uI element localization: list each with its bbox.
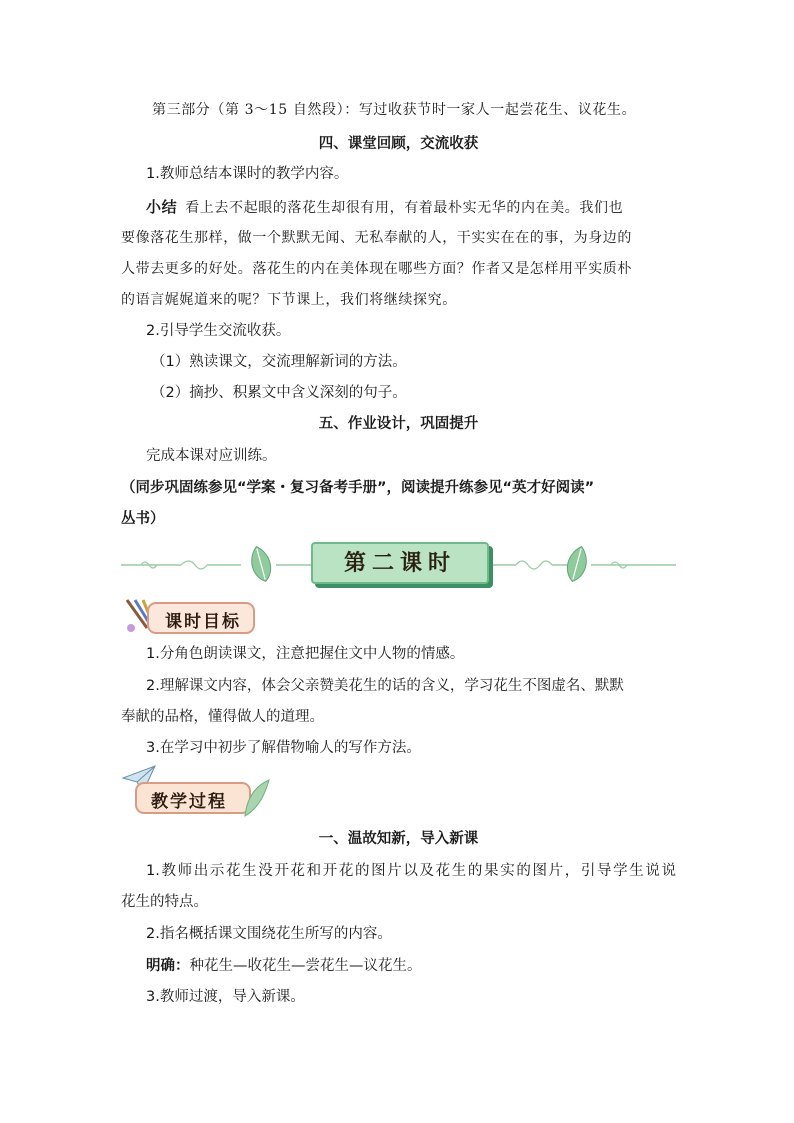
- goals-tag: [121, 598, 261, 638]
- s4-item2-1: （1）熟读课文，交流理解新词的方法。: [151, 354, 407, 370]
- goal-1: 1.分角色朗读课文，注意把握住文中人物的情感。: [146, 646, 465, 662]
- section1-heading: 一、温故知新，导入新课: [318, 831, 479, 847]
- section4-heading: 四、课堂回顾，交流收获: [318, 136, 479, 152]
- p3: 3.教师过渡，导入新课。: [146, 989, 305, 1005]
- s5-item1: 完成本课对应训练。: [146, 448, 277, 464]
- goals-tag-text: 课时目标: [165, 612, 241, 632]
- goal-3: 3.在学习中初步了解借物喻人的写作方法。: [146, 740, 421, 756]
- goal-2: 2.理解课文内容，体会父亲赞美花生的话的含义，学习花生不图虚名、默默: [146, 678, 624, 694]
- summary-line-3: 人带去更多的好处。落花生的内在美体现在哪些方面？作者又是怎样用平实质朴: [121, 261, 632, 277]
- leaf-icon: [248, 544, 275, 583]
- s4-item1: 1.教师总结本课时的教学内容。: [146, 166, 349, 182]
- summary-label: 小结: [146, 198, 178, 216]
- section5-heading: 五、作业设计，巩固提升: [318, 416, 479, 432]
- mingque-text: 种花生—收花生—尝花生—议花生。: [189, 958, 422, 974]
- lesson-banner: [121, 538, 676, 588]
- p2: 2.指名概括课文围绕花生所写的内容。: [146, 926, 392, 942]
- mingque-label: 明确：: [146, 958, 190, 974]
- process-tag: [121, 764, 271, 820]
- summary-line-4: 的语言娓娓道来的呢？下节课上，我们将继续探究。: [121, 292, 457, 308]
- mingque-line: [121, 956, 701, 976]
- s5-note-line2: 丛书）: [121, 511, 165, 527]
- process-tag-text: 教学过程: [151, 792, 227, 812]
- leaf-icon: [564, 544, 591, 583]
- summary-line-1: [121, 197, 676, 218]
- p1-line1: 1.教师出示花生没开花和开花的图片以及花生的果实的图片，引导学生说说: [146, 863, 676, 879]
- s4-item2: 2.引导学生交流收获。: [146, 323, 291, 339]
- banner-title-box: [311, 542, 489, 584]
- p1-line2: 花生的特点。: [121, 894, 208, 910]
- summary-text-1: 看上去不起眼的落花生却很有用，有着最朴实无华的内在美。我们也: [185, 200, 624, 216]
- part3-text: 第三部分（第 3～15 自然段）：写过收获节时一家人一起尝花生、议花生。: [152, 102, 637, 118]
- leaf-icon: [241, 778, 271, 818]
- banner-title: 第二课时: [343, 550, 456, 576]
- summary-line-2: 要像落花生那样，做一个默默无闻、无私奉献的人，干实实在在的事，为身边的: [121, 230, 632, 246]
- s4-item2-2: （2）摘抄、积累文中含义深刻的句子。: [151, 385, 407, 401]
- s5-note-line1: （同步巩固练参见“学案・复习备考手册”，阅读提升练参见“英才好阅读”: [121, 480, 595, 496]
- goal-2-cont: 奉献的品格，懂得做人的道理。: [121, 709, 324, 725]
